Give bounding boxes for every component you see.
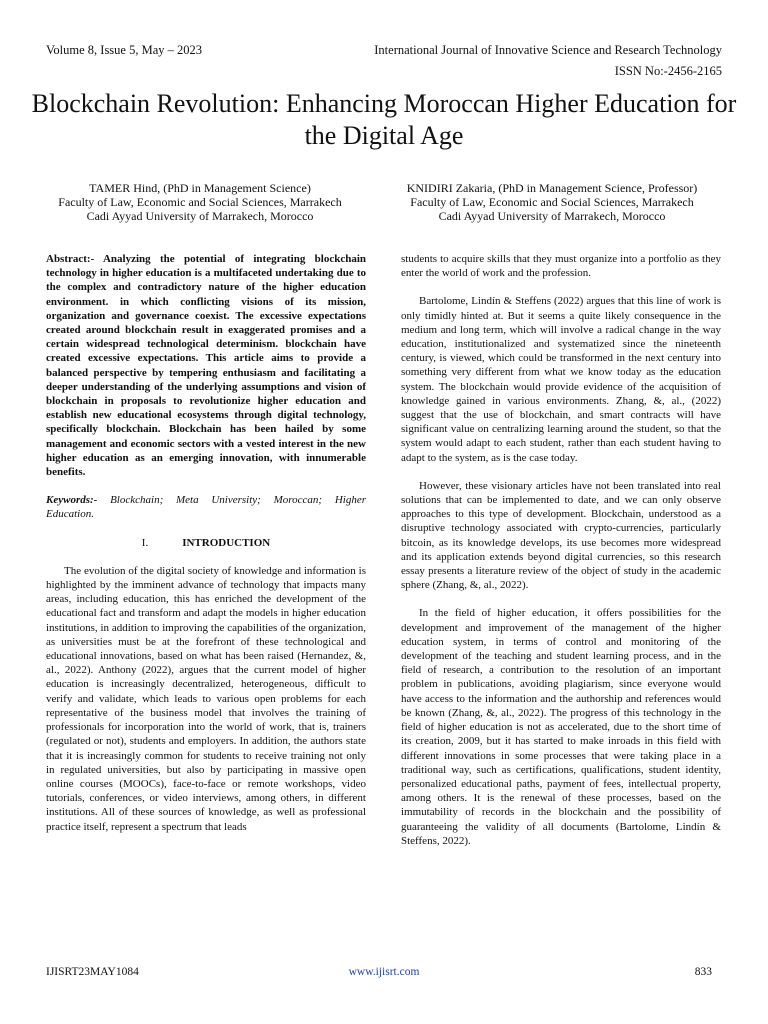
running-header-journal: International Journal of Innovative Science and Research Technology [374,43,722,57]
keywords-label: Keywords:- [46,494,98,507]
body-paragraph: Bartolome, Lindín & Steffens (2022) argues that this line of work is only timidly hinted at. But it seems a quite likely consequence in the medium and long term, which will involve a radical change in the way education, institutionalized and systematized since the nineteenth century, is viewed, which could be transformed in the next century into something very different from what we know today as the education system. The blockchain would provide evidence of the acquisition of knowledge gained in various environments. Zhang, &, al., (2022) suggest that the use of blockchain, and smart contracts will have significant value on centralizing learning around the student, so that the system would adapt to each student, rather than each student having to adapt to the system, as is the case today. [401,295,721,464]
section-title: INTRODUCTION [182,536,271,549]
keywords [46,493,366,521]
body-paragraph: The evolution of the digital society of knowledge and information is highlighted by the imminent advance of technology that impacts many areas, including education, this has enriched the development of the educational fact and transform and adapt the models in higher education institutions, in addition to improving the capabilities of the organization, as universities must be at the forefront of these technological and educational innovations, based on what has been raised (Hernandez, &, al., 2022). Anthony (2022), argues that the current model of higher education is increasingly decentralized, heterogeneous, difficult to verify and validate, which leads to various open problems for each representative of the business model that involves the training of professionals for incorporation into the world of work, that is, trainers (regulated or not), students and employers. In addition, the authors state that it is increasingly common for students to receive training not only in regulated universities, but also by participating in massive open online courses (MOOCs), face-to-face or remote workshops, video tutorials, conferences, or video interviews, among others, in different institutions. All of these sources of knowledge, as well as professional practice itself, represent a spectrum that leads [46,564,366,833]
author-university: Cadi Ayyad University of Marrakech, Morocco [86,209,314,223]
right-column [401,252,721,862]
author-faculty: Faculty of Law, Economic and Social Sciences, Marrakech [58,195,342,209]
running-header-volume: Volume 8, Issue 5, May – 2023 [46,43,203,57]
body-paragraph: However, these visionary articles have not been translated into real solutions that can be implemented to date, and we can only observe approaches to this type of development. Blockchain, understood as a disruptive technology associated with crypto-currencies, particularly bitcoin, as its knowledge develops, its use becomes more widespread and its application extends beyond digital currencies, so this research essay presents a literature review of the object of study in the academic sphere (Zhang, &, al., 2022). [401,479,721,592]
keywords-text: Blockchain; Meta University; Moroccan; Higher Education. [46,494,366,521]
section-number: I. [141,536,149,549]
author-faculty: Faculty of Law, Economic and Social Sciences, Marrakech [410,195,694,209]
issn: ISSN No:-2456-2165 [614,64,722,78]
footer-url-link[interactable]: www.ijisrt.com [348,966,420,978]
footer-id: IJISRT23MAY1084 [46,966,139,978]
author-block-2 [392,181,712,223]
section-heading [46,536,366,550]
left-column [46,252,366,848]
abstract: Abstract:- Analyzing the potential of integrating blockchain technology in higher education is a multifaceted undertaking due to the complex and contradictory nature of the higher education environment. in which conflicting visions of its mission, organization and governance coexist. The excessive expectations created around blockchain result in exaggerated promises and a certain widespread technological determinism. blockchain have created excessive expectations. This article aims to provide a balanced perspective by tempering enthusiasm and facilitating a deeper understanding of the underlying assumptions and vision of blockchain in proposals to revolutionize higher education and establish new educational ecosystems through digital technology, specifically blockchain. Blockchain has been hailed by some management and economic sectors with a vested interest in the new higher education as an emerging innovation, with innumerable benefits. [46,253,366,479]
paper-title: Blockchain Revolution: Enhancing Moroccan Higher Education for the Digital Age [31,89,737,150]
body-paragraph: In the field of higher education, it offers possibilities for the development and improvement of the management of the higher education system, in terms of control and monitoring of the development of the teaching and student learning process, and in the field of research, a contribution to the resolution of an important problem in publications, avoiding plagiarism, since everyone would have access to the information and the authorship and references would be known (Zhang, &, al., 2022). The progress of this technology in the field of higher education is not as accelerated, due to the short time of its creation, 2009, but it has started to make inroads in this field with different innovations in some processes that were taking place in a traditional way, such as certifications, qualifications, student identity, personalized educational paths, payment of fees, intellectual property, among others. It is the renewal of these processes, based on the immutability of records in the blockchain and the possibility of guaranteeing the validity of all documents (Bartolome, Lindín & Steffens, 2022). [401,607,721,847]
page-number: 833 [694,966,712,978]
author-university: Cadi Ayyad University of Marrakech, Morocco [438,209,666,223]
body-paragraph: students to acquire skills that they must organize into a portfolio as they enter the world of work and the profession. [401,253,721,280]
author-name: TAMER Hind, (PhD in Management Science) [89,181,311,195]
author-name: KNIDIRI Zakaria, (PhD in Management Science, Professor) [406,181,698,195]
author-block-1 [40,181,360,223]
